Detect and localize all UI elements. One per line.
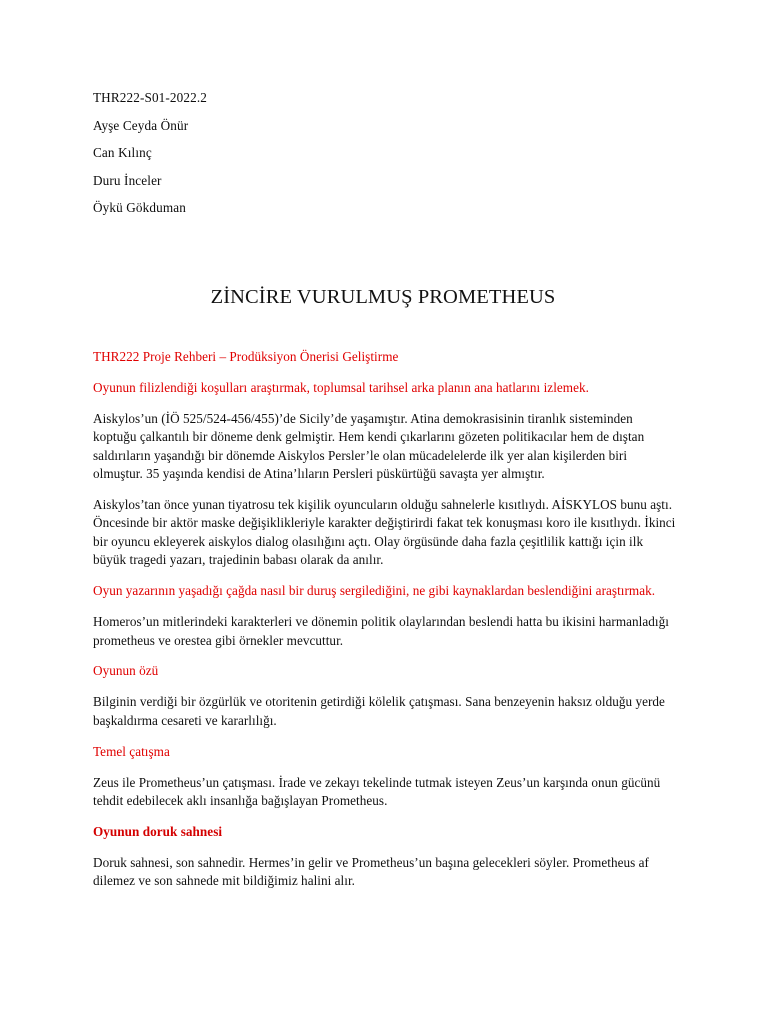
document-body — [93, 348, 677, 890]
section-heading-essence: Oyunun özü — [93, 663, 159, 679]
page-title: ZİNCİRE VURULMUŞ PROMETHEUS — [210, 285, 556, 308]
author-name-3: Duru İnceler — [93, 172, 162, 188]
document-content — [93, 84, 677, 891]
paragraph-essence: Bilginin verdiği bir özgürlük ve otoritenin getirdiği kölelik çatışması. Sana benzeyenin haksız olduğu yerde başkaldırma cesareti ve kararlılığı. — [93, 694, 665, 728]
task-statement-1: Oyunun filizlendiği koşulları araştırmak, toplumsal tarihsel arka planın ana hatlarını izlemek. — [93, 380, 589, 396]
paragraph-greek-theatre-history: Aiskylos’tan önce yunan tiyatrosu tek kişilik oyuncuların olduğu sahnelerle kısıtlıydı. AİSKYLOS bunu aştı. Öncesinde bir aktör maske değişiklikleriyle karakter değiştirirdi fakat tek konuşması koro ile kısıtlıydı. İkinci bir oyuncu ekleyerek aiskylos dialog olasılığını açtı. Olay örgüsünde daha fazla çeşitlilik kattığı için ilk büyük tragedi yazarı, trajedinin babası olarak da anılır. — [93, 497, 676, 568]
paragraph-aiskylos-biography: Aiskylos’un (İÖ 525/524-456/455)’de Sicily’de yaşamıştır. Atina demokrasisinin tiranlık sisteminden koptuğu çalkantılı bir döneme denk gelmiştir. Hem kendi çıkarlarını gözeten politikacılar hem de dıştan saldırıların yaşandığı bir dönemde Aiskylos Persler’le olan mücadelelerde ilk yer alan kişilerden biri olmuştur. 35 yaşında kendisi de Atina’lıların Persleri püskürtüğü savaşta yer almıştır. — [93, 410, 645, 482]
document-header — [93, 84, 677, 222]
author-name-4: Öykü Gökduman — [93, 200, 186, 215]
section-heading-climax: Oyunun doruk sahnesi — [93, 823, 223, 839]
author-name-2: Can Kılınç — [93, 145, 152, 160]
task-statement-2: Oyun yazarının yaşadığı çağda nasıl bir duruş sergilediğini, ne gibi kaynaklardan beslendiğini araştırmak. — [93, 583, 656, 599]
author-name-1: Ayşe Ceyda Önür — [93, 117, 189, 133]
course-code: THR222-S01-2022.2 — [93, 90, 207, 105]
paragraph-conflict: Zeus ile Prometheus’un çatışması. İrade ve zekayı tekelinde tutmak isteyen Zeus’un karşında onun gücünü tehdit edebilecek aklı insanlığa bağışlayan Prometheus. — [93, 774, 661, 808]
paragraph-climax: Doruk sahnesi, son sahnedir. Hermes’in gelir ve Prometheus’un başına gelecekleri söyler. Prometheus af dilemez ve son sahnede mit bildiğimiz halini alır. — [93, 854, 649, 889]
project-guide-heading: THR222 Proje Rehberi – Prodüksiyon Önerisi Geliştirme — [93, 349, 399, 365]
section-heading-conflict: Temel çatışma — [93, 743, 170, 759]
paragraph-homeros-sources: Homeros’un mitlerindeki karakterleri ve dönemin politik olaylarından beslendi hatta bu ikisini harmanladığı prometheus ve orestea gibi örnekler mevcuttur. — [93, 614, 669, 648]
